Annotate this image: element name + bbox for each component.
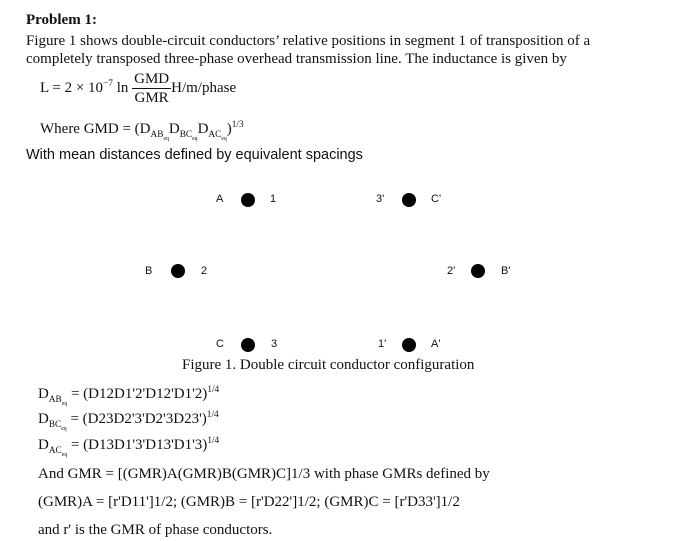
label-3: 3 [271,338,278,350]
conductor-A [241,193,255,207]
gmd-bc: BC [179,130,193,140]
gmr-definition: And GMR = [(GMR)A(GMR)B(GMR)C]1/3 with phase GMRs defined by [38,466,490,482]
gmd-lead: Where GMD = (D [40,121,151,137]
label-A: A [216,193,224,205]
dbc-exponent: 1/4 [206,410,219,420]
label-2: 2 [201,265,208,277]
fraction-denominator: GMR [134,90,169,106]
gmd-eq-1: eq [163,135,169,142]
dab-subscript: AB [48,395,62,405]
label-C: C [216,338,224,350]
label-2p: 2' [447,265,456,277]
dac-subscript: AC [48,446,62,456]
dac-product: (D13D1'3'D13'D1'3) [83,437,208,453]
conductor-B-prime [471,264,485,278]
conductor-C-prime [402,193,416,207]
gmd-eq-2: eq [192,135,198,142]
dab-exponent: 1/4 [207,385,220,395]
statement-line-2: completely transposed three-phase overhead transmission line. The inductance is given by [26,51,567,67]
label-3p: 3' [376,193,385,205]
mean-distances-text: With mean distances defined by equivalent spacings [26,147,363,163]
statement-line-1: Figure 1 shows double-circuit conductors’ relative positions in segment 1 of transposition of a [26,33,591,49]
gmd-gmr-fraction [132,70,171,107]
conductor-B [171,264,185,278]
inductance-exponent: −7 [103,79,113,89]
label-B: B [145,265,153,277]
inductance-unit: H/m/phase [171,80,237,96]
dab-product: (D12D1'2'D12'D1'2) [83,386,208,402]
figure-caption: Figure 1. Double circuit conductor configuration [182,357,475,373]
dbc-subscript: BC [48,420,62,430]
gmd-ab: AB [150,130,164,140]
gmd-eq-3: eq [221,135,227,142]
gmd-ac: AC [208,130,222,140]
dac-eq: $D_{AC_{eq}} = (D13D1'3'D13'D1'3)^{1/4}$ [38,436,220,458]
label-Cp: C' [431,193,442,205]
inductance-prefix: L = 2 × 10 [40,80,104,96]
gmd-definition: Where GMD = $(D_{AB_{eq}}D_{BC_{eq}}D_{AC_{eq}})^{1/3}$ [40,120,244,142]
label-1p: 1' [378,338,387,350]
problem-title: Problem 1: [26,12,97,28]
dbc-product: (D23D2'3'D2'3D23') [82,411,207,427]
fraction-numerator: GMD [134,71,170,87]
gmd-exponent: 1/3 [231,120,244,130]
conductor-gmr-note: and r' is the GMR of phase conductors. [38,522,273,538]
dbc-eq: $D_{BC_{eq}} = (D23D2'3'D2'3D23')^{1/4}$ [38,410,219,432]
dac-exponent: 1/4 [207,436,220,446]
label-Ap: A' [431,338,441,350]
label-1: 1 [270,193,277,205]
inductance-ln: ln [112,80,133,96]
label-Bp: B' [501,265,511,277]
inductance-formula [40,70,236,107]
phase-gmr-definitions: (GMR)A = [r'D11']1/2; (GMR)B = [r'D22']1/2; (GMR)C = [r'D33']1/2 [38,494,460,510]
conductor-A-prime [402,338,416,352]
conductor-C [241,338,255,352]
dab-eq: $D_{AB_{eq}} = (D12D1'2'D12'D1'2)^{1/4}$ [38,385,220,407]
